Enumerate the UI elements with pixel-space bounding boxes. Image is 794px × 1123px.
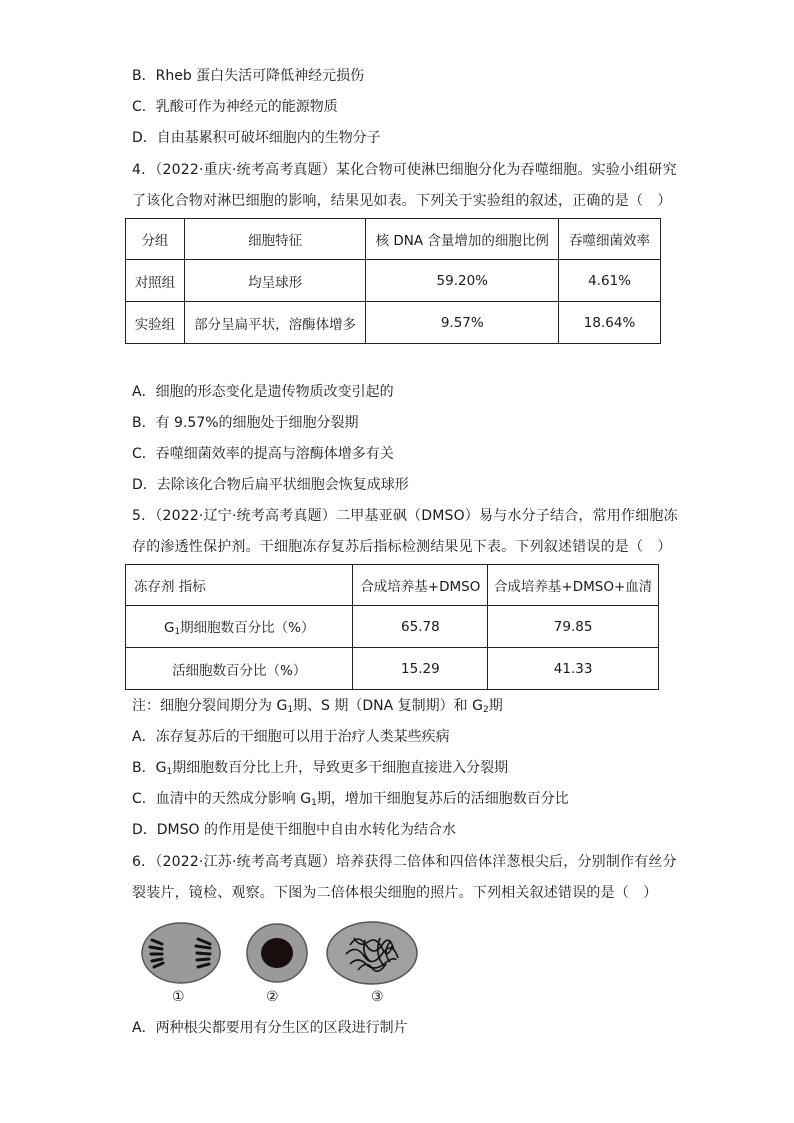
- cell-label-1: ①: [172, 989, 185, 1005]
- q4-th-dna: 核 DNA 含量增加的细胞比例: [366, 219, 559, 260]
- q5-stem-line1: 5．（2022·辽宁·统考高考真题）二甲基亚砜（DMSO）易与水分子结合，常用作细胞冻: [132, 508, 678, 524]
- q5-note: [132, 696, 503, 720]
- q5-option-a: A．冻存复苏后的干细胞可以用于治疗人类某些疾病: [132, 729, 450, 745]
- text: 注：细胞分裂间期分为 G: [132, 698, 288, 714]
- subscript: 1: [174, 627, 181, 637]
- subscript: 1: [166, 767, 173, 777]
- text: 期，增加干细胞复苏后的活细胞数百分比: [316, 791, 569, 807]
- q4-option-c: C．吞噬细菌效率的提高与溶酶体增多有关: [132, 446, 394, 462]
- q6-stem-line1: 6．（2022·江苏·统考高考真题）培养获得二倍体和四倍体洋葱根尖后，分别制作有丝分: [132, 854, 677, 870]
- q5-th-dmso-serum: 合成培养基+DMSO+血清: [488, 565, 659, 606]
- table-cell: 活细胞数百分比（%）: [126, 648, 353, 690]
- q5-option-c: [132, 789, 569, 813]
- cell-label-2: ②: [266, 989, 279, 1005]
- q5-table: [125, 564, 659, 690]
- table-cell: 59.20%: [366, 260, 559, 302]
- table-cell: 15.29: [353, 648, 488, 690]
- q4-th-feature: 细胞特征: [184, 219, 366, 260]
- text: B．G: [132, 760, 167, 776]
- q6-option-a: A．两种根尖都要用有分生区的区段进行制片: [132, 1020, 408, 1036]
- q4-option-a: A．细胞的形态变化是遗传物质改变引起的: [132, 384, 394, 400]
- q3-option-b: B．Rheb 蛋白失活可降低神经元损伤: [132, 68, 365, 84]
- table-cell: 实验组: [126, 302, 185, 344]
- text: 期细胞数百分比上升，导致更多干细胞直接进入分裂期: [172, 760, 509, 776]
- root-tip-micrograph: [140, 920, 430, 994]
- subscript: 1: [311, 798, 317, 808]
- table-row: [126, 260, 661, 302]
- table-row: [126, 302, 661, 344]
- cell-2-nucleus: [261, 938, 293, 968]
- table-cell: 均呈球形: [184, 260, 366, 302]
- q4-option-d: D．去除该化合物后扁平状细胞会恢复成球形: [132, 477, 409, 493]
- q4-th-group: 分组: [126, 219, 185, 260]
- q5-table-header: [126, 565, 659, 606]
- table-cell: 18.64%: [559, 302, 661, 344]
- text: 期、S 期（DNA 复制期）和 G: [293, 698, 483, 714]
- q4-stem-line1: 4．（2022·重庆·统考高考真题）某化合物可使淋巴细胞分化为吞噬细胞。实验小组研究: [132, 162, 677, 178]
- table-cell: 79.85: [488, 606, 659, 648]
- subscript: 2: [482, 705, 489, 715]
- table-row: [126, 648, 659, 690]
- text: G: [163, 620, 175, 636]
- cell-label-3: ③: [371, 989, 384, 1005]
- q3-option-d: D．自由基累积可破坏细胞内的生物分子: [132, 130, 381, 146]
- table-cell: [126, 606, 353, 648]
- table-cell: 9.57%: [366, 302, 559, 344]
- q5-option-d: D．DMSO 的作用是使干细胞中自由水转化为结合水: [132, 822, 456, 838]
- text: C．血清中的天然成分影响 G: [132, 791, 312, 807]
- q4-option-b: B．有 9.57%的细胞处于细胞分裂期: [132, 415, 359, 431]
- cells-svg: [140, 920, 430, 990]
- q3-option-c: C．乳酸可作为神经元的能源物质: [132, 99, 338, 115]
- text: 期: [488, 698, 503, 714]
- q5-stem-line2: 存的渗透性保护剂。干细胞冻存复苏后指标检测结果见下表。下列叙述错误的是（ ）: [132, 539, 672, 555]
- q4-stem-line2: 了该化合物对淋巴细胞的影响，结果见如表。下列关于实验组的叙述，正确的是（ ）: [132, 193, 672, 209]
- table-cell: 65.78: [353, 606, 488, 648]
- table-cell: 4.61%: [559, 260, 661, 302]
- table-row: [126, 606, 659, 648]
- q4-th-efficiency: 吞噬细菌效率: [559, 219, 661, 260]
- table-cell: 对照组: [126, 260, 185, 302]
- q4-table-header: [126, 219, 661, 260]
- text: 期细胞数百分比（%）: [180, 620, 315, 636]
- cell-3: [327, 922, 417, 984]
- subscript: 1: [287, 705, 294, 715]
- table-cell: 41.33: [488, 648, 659, 690]
- q5-th-dmso: 合成培养基+DMSO: [353, 565, 488, 606]
- table-cell: 部分呈扁平状，溶酶体增多: [184, 302, 366, 344]
- q5-option-b: [132, 758, 508, 782]
- q4-table: [125, 218, 661, 344]
- q6-stem-line2: 裂装片，镜检、观察。下图为二倍体根尖细胞的照片。下列相关叙述错误的是（ ）: [132, 885, 658, 901]
- q5-th-corner: 冻存剂 指标: [126, 565, 353, 606]
